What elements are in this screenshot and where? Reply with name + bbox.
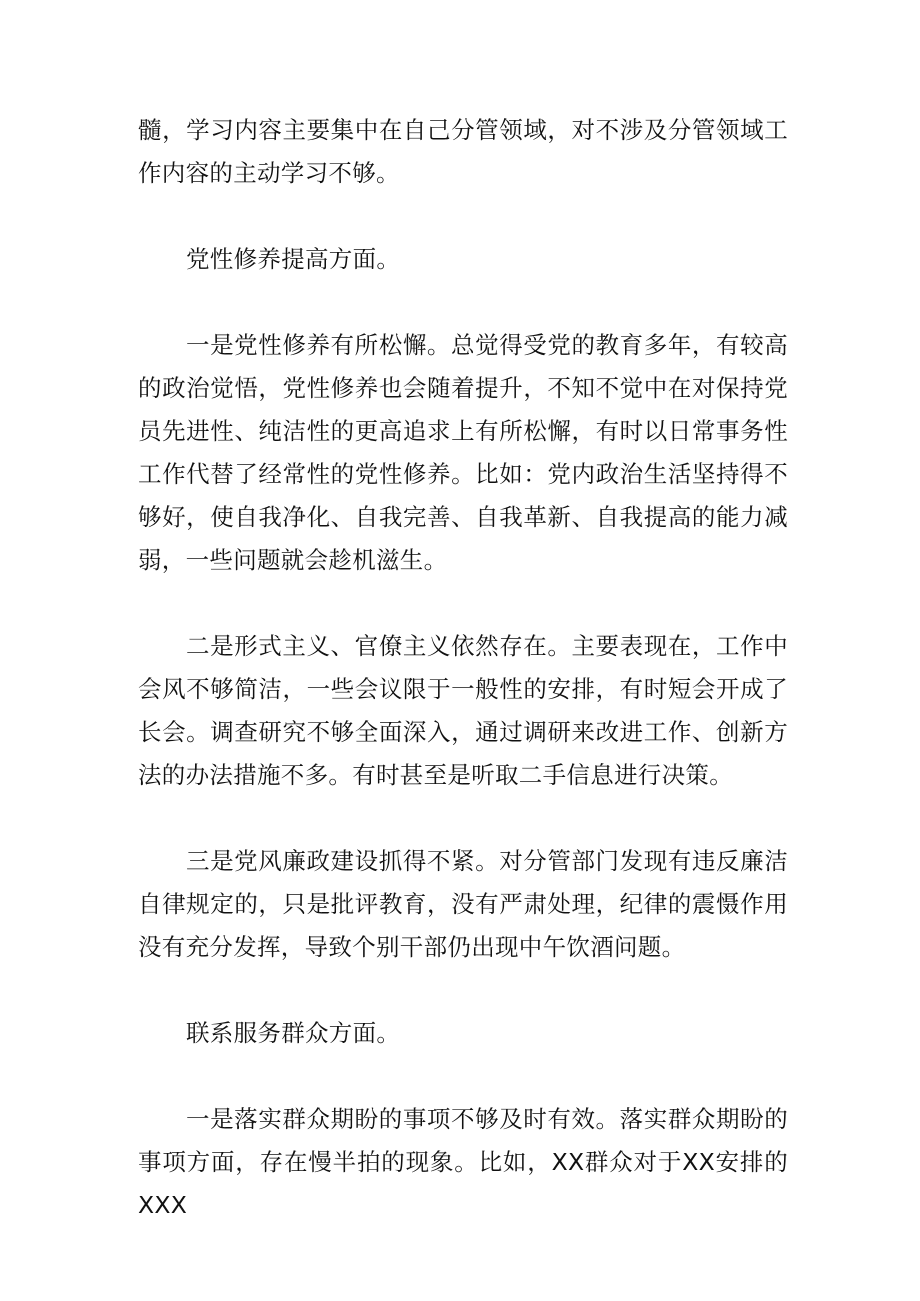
document-page [138,109,788,1227]
paragraph-item-2: 二是形式主义、官僚主义依然存在。主要表现在，工作中会风不够简洁，一些会议限于一般性的安排，有时短会开成了长会。调查研究不够全面深入，通过调研来改进工作、创新方法的办法措施不多。有时甚至是听取二手信息进行决策。 [138,632,788,789]
paragraph-item-1: 一是党性修养有所松懈。总觉得受党的教育多年，有较高的政治觉悟，党性修养也会随着提升，不知不觉中在对保持党员先进性、纯洁性的更高追求上有所松懈，有时以日常事务性工作代替了经常性的党性修养。比如：党内政治生活坚持得不够好，使自我净化、自我完善、自我革新、自我提高的能力减弱，一些问题就会趁机滋生。 [138,331,788,574]
paragraph-spacer [138,195,788,238]
paragraph-item-3: 三是党风廉政建设抓得不紧。对分管部门发现有违反廉洁自律规定的，只是批评教育，没有严肃处理，纪律的震慑作用没有充分发挥，导致个别干部仍出现中午饮酒问题。 [138,847,788,961]
paragraph-continuation: 髓，学习内容主要集中在自己分管领域，对不涉及分管领域工作内容的主动学习不够。 [138,116,788,187]
paragraph-item-4: 一是落实群众期盼的事项不够及时有效。落实群众期盼的事项方面，存在慢半拍的现象。比如，XX群众对于XX安排的XXX [138,1105,788,1219]
paragraph-spacer [138,582,788,625]
paragraph-spacer [138,1055,788,1098]
section-heading-serving-masses: 联系服务群众方面。 [186,1019,401,1047]
paragraph-spacer [138,281,788,324]
section-heading-party-cultivation: 党性修养提高方面。 [186,245,401,273]
paragraph-spacer [138,797,788,840]
paragraph-spacer [138,969,788,1012]
